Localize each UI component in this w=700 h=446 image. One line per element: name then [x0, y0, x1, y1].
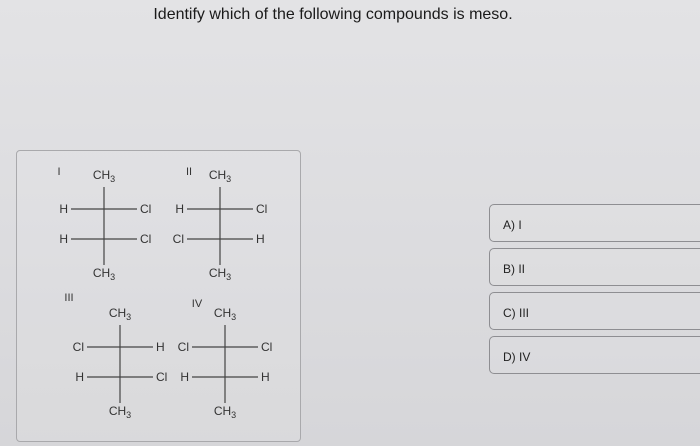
structure-iii-row2-right: Cl — [156, 370, 168, 384]
option-d-label: D) IV — [503, 350, 531, 364]
option-c-label: C) III — [503, 306, 529, 320]
option-a[interactable] — [489, 204, 700, 242]
structure-i-row2-left: H — [59, 232, 68, 246]
structure-iii-row1-right: H — [156, 340, 165, 354]
structure-iv-bottom-group: $CH_3$ — [213, 404, 237, 420]
structure-iv-row2-right: H — [261, 370, 270, 384]
structure-i-numeral: I — [57, 166, 61, 178]
structure-i-top-group: $CH_3$ — [92, 168, 116, 184]
structure-ii-row2-right: H — [256, 232, 265, 246]
structure-iv-row2-left: H — [180, 370, 189, 384]
structure-iii-bottom-group: $CH_3$ — [108, 404, 132, 420]
option-b-label: B) II — [503, 262, 526, 276]
option-b[interactable] — [489, 248, 700, 286]
structure-ii-row2-left: Cl — [172, 232, 184, 246]
structure-iv-top-group: $CH_3$ — [213, 306, 237, 322]
structure-ii-row1-left: H — [175, 202, 184, 216]
structure-iii-top-group: $CH_3$ — [108, 306, 132, 322]
structures-panel — [16, 150, 301, 442]
structure-i-row1-left: H — [59, 202, 68, 216]
option-a-label: A) I — [503, 218, 522, 232]
option-d[interactable] — [489, 336, 700, 374]
structure-ii-bottom-group: $CH_3$ — [208, 266, 232, 282]
structure-iii-row1-left: Cl — [72, 340, 84, 354]
structure-i-row1-right: Cl — [140, 202, 152, 216]
question-text — [0, 6, 700, 24]
structure-iii-numeral: III — [64, 292, 74, 304]
option-c[interactable] — [489, 292, 700, 330]
structure-i-row2-right: Cl — [140, 232, 152, 246]
structure-ii-numeral: II — [185, 166, 193, 178]
structure-ii-top-group: $CH_3$ — [208, 168, 232, 184]
fischer-projections — [17, 151, 300, 441]
structure-iv-row1-left: Cl — [177, 340, 189, 354]
structure-iii-row2-left: H — [75, 370, 84, 384]
structure-iv-numeral: IV — [191, 298, 203, 310]
structure-iv-row1-right: Cl — [261, 340, 273, 354]
question-label: Identify which of the following compounds is meso. — [153, 6, 513, 23]
structure-ii-row1-right: Cl — [256, 202, 268, 216]
structure-i-bottom-group: $CH_3$ — [92, 266, 116, 282]
